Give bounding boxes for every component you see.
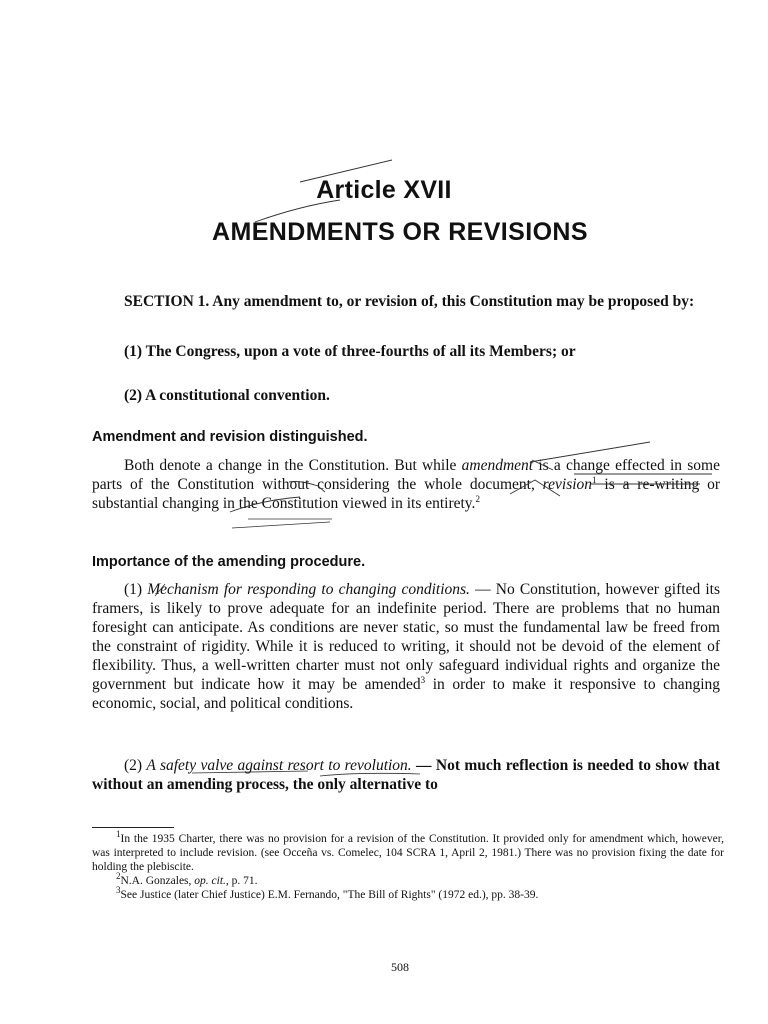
section-1-item-1: (1) The Congress, upon a vote of three-fourths of all its Members; or (124, 343, 576, 360)
footnote-text: See Justice (later Chief Justice) E.M. Fernando, "The Bill of Rights" (1972 ed.), pp. 38-39. (120, 889, 539, 901)
section-1-intro: SECTION 1. Any amendment to, or revision of, this Constitution may be proposed by: (124, 293, 695, 310)
footnote-italic: op. cit. (194, 875, 226, 887)
footnotes (92, 829, 724, 902)
footnote-text: , p. 71. (225, 875, 258, 887)
paragraph-title: A safety valve against resort to revolution. (146, 757, 412, 774)
footnote-divider (92, 827, 174, 828)
paragraph-safety-valve (92, 756, 720, 794)
footnote-ref-3: 3 (420, 674, 426, 685)
article-title: Article XVII (316, 176, 452, 204)
footnote-mark: 3 (116, 885, 121, 896)
text-segment: Both denote a change in the Constitution. But while (124, 457, 457, 474)
footnote-text: N.A. Gonzales, (120, 875, 192, 887)
paragraph-title: Mechanism for responding to changing conditions. (147, 581, 470, 598)
heading-amendment-revision: Amendment and revision distinguished. (92, 429, 368, 445)
section-1-item-2: (2) A constitutional convention. (124, 387, 330, 404)
footnote-ref-1: 1 (592, 474, 597, 485)
pen-stroke (232, 522, 330, 528)
paragraph-mechanism (92, 580, 720, 713)
text-segment: in order to make it responsive to changing economic, social, and political conditions. (92, 676, 720, 712)
item-number: (1) (124, 581, 143, 598)
footnote-mark: 1 (116, 829, 121, 840)
term-amendment: amendment (461, 457, 534, 474)
text-segment: — Not much reflection is needed to show that without an amending process, the only alternative to (92, 757, 720, 793)
term-revision: revision (542, 476, 593, 493)
footnote-2 (92, 871, 724, 888)
footnote-1 (92, 829, 724, 874)
article-subtitle: AMENDMENTS OR REVISIONS (212, 218, 588, 246)
text-segment: is a re-writing or substantial changing in the Constitution viewed in its entirety. (92, 476, 721, 512)
footnote-3 (92, 885, 724, 902)
heading-amending-procedure: Importance of the amending procedure. (92, 554, 366, 570)
paragraph-distinguished (92, 456, 720, 513)
page-number: 508 (391, 960, 409, 974)
text-segment: — No Constitution, however gifted its framers, is likely to prove adequate for an indefinite period. There are problems that no human foresight can anticipate. As conditions are never static, so must the fundamental law be freed from the constraint of rigidity. While it is reduced to writing, it should not be devoid of the element of flexibility. Thus, a well-written charter must not only safeguard individual rights and organize the government but indicate how it may be amended (92, 581, 721, 693)
item-number: (2) (124, 757, 143, 774)
text-segment: is a change effected in some parts of the Constitution without considering the whole document, (92, 457, 720, 493)
footnote-text: In the 1935 Charter, there was no provision for a revision of the Constitution. It provided only for amendment which, however, was interpreted to include revision. (see Occeña vs. Comelec, 104 SCRA 1, April 2, 1981.) There was no provision fixing the date for holding the plebiscite. (92, 833, 724, 873)
footnote-ref-2: 2 (475, 493, 480, 504)
footnote-mark: 2 (116, 871, 121, 882)
